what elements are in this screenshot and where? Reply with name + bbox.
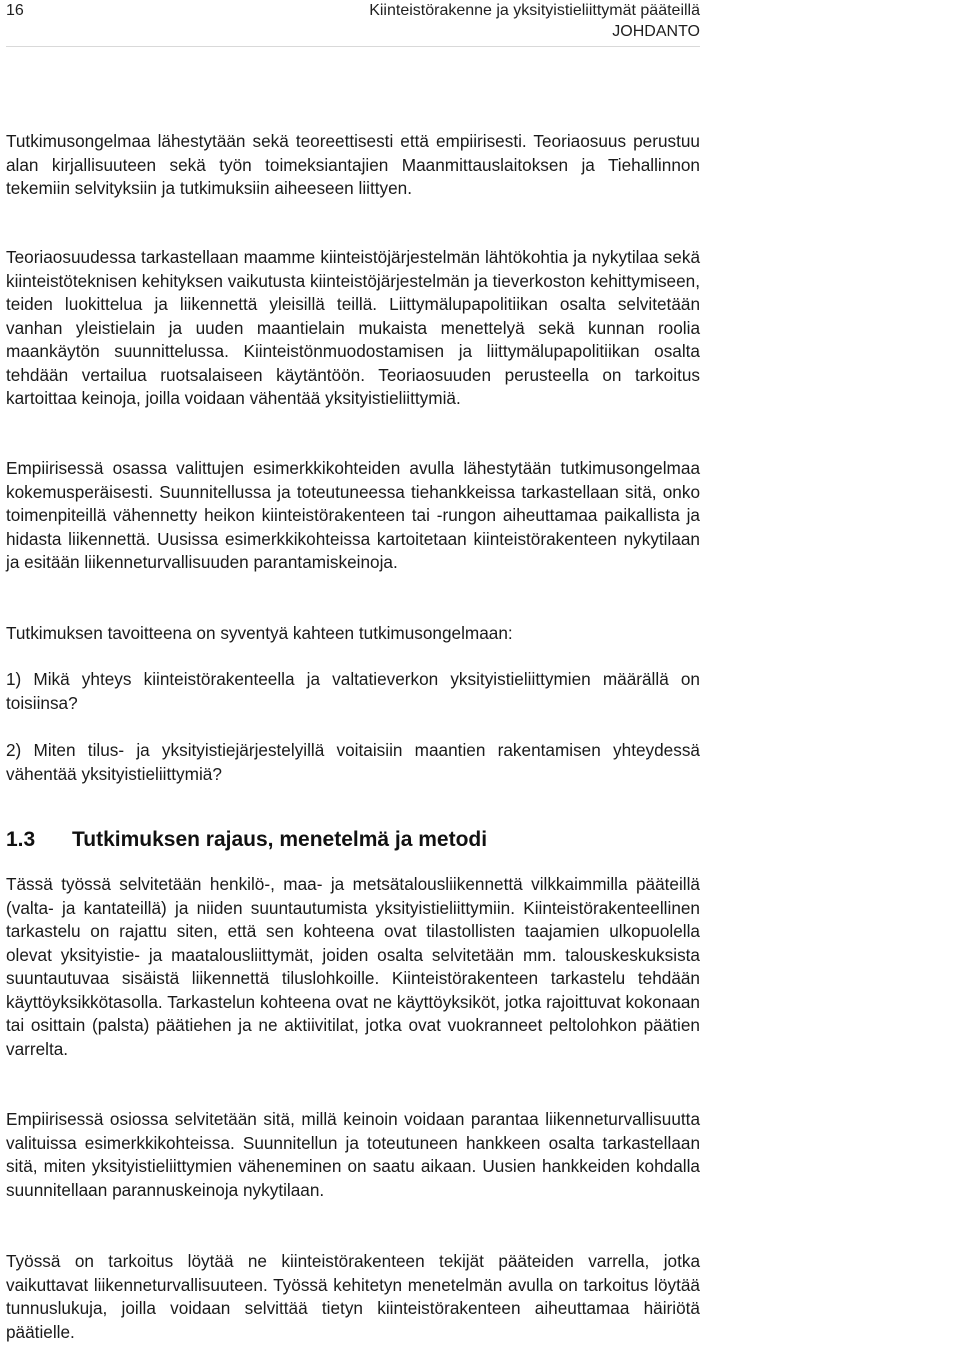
running-subtitle: JOHDANTO: [612, 23, 700, 40]
page-header: [6, 0, 700, 47]
paragraph-method-goal: Työssä on tarkoitus löytää ne kiinteistörakenteen tekijät pääteiden varrella, jotka vaikuttavat liikenneturvallisuuteen. Työssä kehitetyn menetelmän avulla on tarkoitus löytää tunnuslukuja, joilla voidaan selvittää tietyn kiinteistörakenteen aiheuttamaa häiriötä päätielle.: [6, 1251, 700, 1342]
research-question-1: 1) Mikä yhteys kiinteistörakenteella ja valtatieverkon yksityistieliittymien määrällä on toisiinsa?: [6, 669, 700, 713]
paragraph-research-goal: Tutkimuksen tavoitteena on syventyä kahteen tutkimusongelmaan:: [6, 623, 513, 643]
paragraph-theory-part: Teoriaosuudessa tarkastellaan maamme kiinteistöjärjestelmän lähtökohtia ja nykytilaa sekä kiinteistöteknisen kehityksen vaikutusta kiinteistöjärjestelmän ja tieverkoston kehittymiseen, teiden luokittelua ja liikennettä yleisillä teillä. Liittymälupapolitiikan osalta selvitetään vanhan yleistielain ja uuden maantielain mukaista menettelyä sekä kunnan roolia maankäytön suunnittelussa. Kiinteistönmuodostamisen ja liittymälupapolitiikan osalta tehdään vertailua ruotsalaiseen käytäntöön. Teoriaosuuden perusteella on tarkoitus kartoittaa keinoja, joilla voidaan vähentää yksityistieliittymiä.: [6, 247, 700, 408]
research-question-2: 2) Miten tilus- ja yksityistiejärjestelyillä voitaisiin maantien rakentamisen yhteydessä vähentää yksityistieliittymiä?: [6, 740, 700, 784]
paragraph-scope: Tässä työssä selvitetään henkilö-, maa- ja metsätalousliikennettä vilkkaimmilla pääteillä (valta- ja kantateillä) ja niiden suuntautumista yksityistieliittymiin. Kiinteistörakenteellinen tarkastelu on rajattu siten, että sen kohteena ovat tilastollisten taajamien ulkopuolella olevat yksityistie- ja maatalousliittymät, joiden osalta selvitetään mm. talouskeskuksista suuntautuvaa sisäistä liikennettä tiluslohkoille. Kiinteistörakenteen tarkastelu tehdään käyttöyksikkötasolla. Tarkastelun kohteena ovat ne käyttöyksiköt, jotka rajoittuvat kokonaan tai osittain (palsta) päätiehen ja ne aktiivitilat, jotka ovat vuokranneet peltolohkon päätien varrelta.: [6, 874, 700, 1059]
section-heading: [6, 826, 700, 854]
page-number: 16: [6, 2, 24, 19]
paragraph-empirical-scope: Empiirisessä osiossa selvitetään sitä, millä keinoin voidaan parantaa liikenneturvallisuutta valituissa esimerkkikohteissa. Suunnitellun ja toteutuneen hankkeen osalta tarkastellaan sitä, miten yksityistieliittymien väheneminen on saatu aikaan. Uusien hankkeiden kohdalla suunnitellaan parannuskeinoja nykytilaan.: [6, 1109, 700, 1200]
running-title: Kiinteistörakenne ja yksityistieliittymät pääteillä: [369, 2, 700, 19]
section-number: 1.3: [6, 828, 36, 851]
paragraph-empirical-part: Empiirisessä osassa valittujen esimerkkikohteiden avulla lähestytään tutkimusongelmaa kokemusperäisesti. Suunnitellussa ja toteutuneessa tiehankkeissa tarkastellaan sitä, onko toimenpiteillä vähennetty heikon kiinteistörakenteen tai -rungon aiheuttamaa paikallista ja hidasta liikennettä. Uusissa esimerkkikohteissa kartoitetaan kiinteistörakenteen nykytilaan ja esitään liikenneturvallisuuden parantamiskeinoja.: [6, 458, 700, 572]
paragraph-research-approach: Tutkimusongelmaa lähestytään sekä teoreettisesti että empiirisesti. Teoriaosuus perustuu alan kirjallisuuteen sekä työn toimeksiantajien Maanmittauslaitoksen ja Tiehallinnon tekemiin selvityksiin ja tutkimuksiin aiheeseen liittyen.: [6, 131, 700, 198]
section-title: Tutkimuksen rajaus, menetelmä ja metodi: [72, 828, 488, 851]
